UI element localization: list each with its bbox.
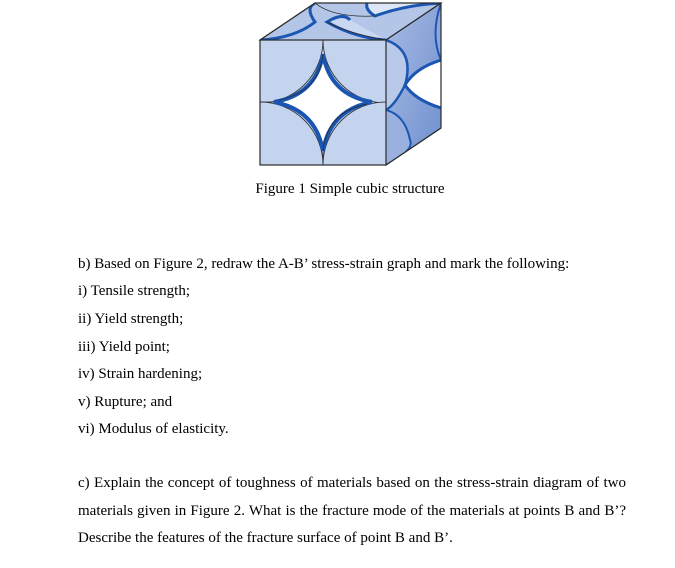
list-item-yield-point: iii) Yield point; (78, 339, 170, 355)
list-item-rupture: v) Rupture; and (78, 394, 173, 410)
question-b-prompt: b) Based on Figure 2, redraw the A-B’ stress-strain graph and mark the following: (78, 256, 570, 272)
list-item-tensile-strength: i) Tensile strength; (78, 283, 190, 299)
figure-caption: Figure 1 Simple cubic structure (255, 181, 445, 197)
list-item-strain-hardening: iv) Strain hardening; (78, 366, 203, 382)
simple-cubic-structure-figure (255, 0, 445, 170)
question-c-paragraph: c) Explain the concept of toughness of materials based on the stress-strain diagram of two materials given in Figure 2. What is the fracture mode of the materials at points B and B’? Describe the features of the fracture surface of point B and B’. (78, 475, 626, 546)
list-item-modulus-of-elasticity: vi) Modulus of elasticity. (78, 421, 229, 437)
list-item-yield-strength: ii) Yield strength; (78, 311, 184, 327)
